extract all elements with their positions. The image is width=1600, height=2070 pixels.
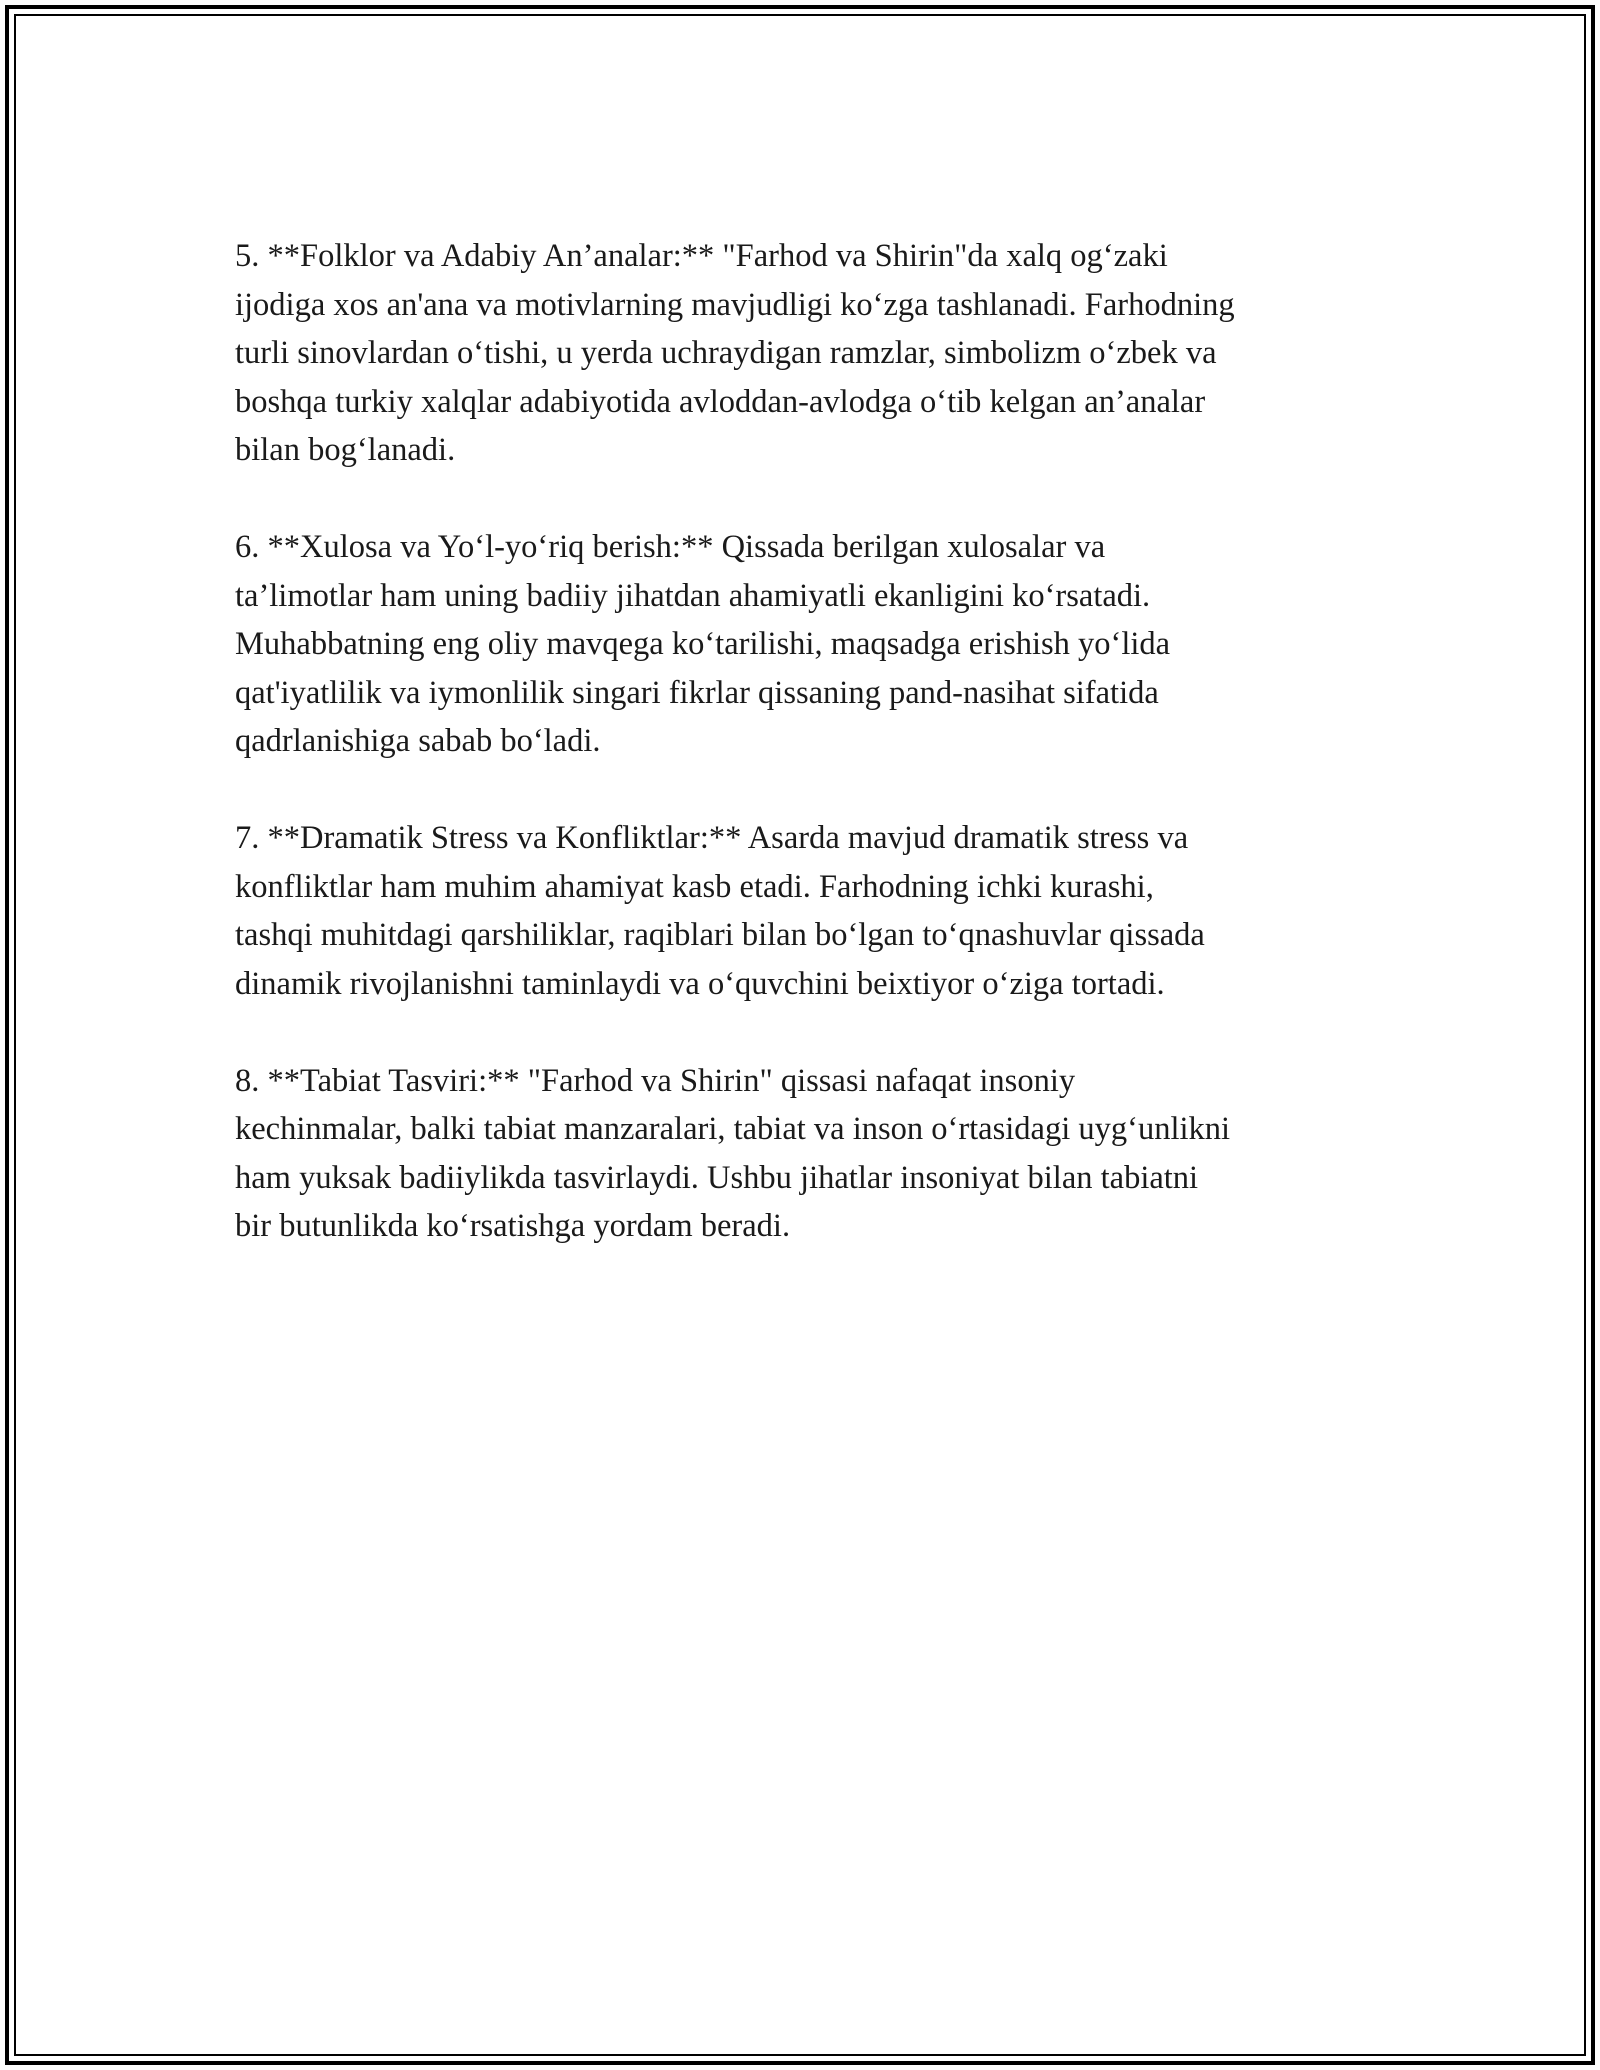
text-line: bir butunlikda ko‘rsatishga yordam beradi.: [235, 1208, 791, 1244]
text-line: 7. **Dramatik Stress va Konfliktlar:** Asarda mavjud dramatik stress va: [235, 820, 1189, 856]
text-line: konfliktlar ham muhim ahamiyat kasb etadi. Farhodning ichki kurashi,: [235, 868, 1154, 905]
text-line: kechinmalar, balki tabiat manzaralari, tabiat va inson o‘rtasidagi uyg‘unlikni: [235, 1111, 1231, 1147]
paragraph-dramatik: [235, 814, 1365, 1008]
paragraph-folklor: [235, 232, 1365, 475]
text-line: ta’limotlar ham uning badiiy jihatdan ahamiyatli ekanligini ko‘rsatadi.: [235, 577, 1151, 614]
text-line: turli sinovlardan o‘tishi, u yerda uchraydigan ramzlar, simbolizm o‘zbek va: [235, 335, 1217, 371]
text-line: qat'iyatlilik va iymonlilik singari fikrlar qissaning pand-nasihat sifatida: [235, 674, 1159, 711]
text-line: 6. **Xulosa va Yo‘l-yo‘riq berish:** Qissada berilgan xulosalar va: [235, 529, 1106, 565]
text-line: tashqi muhitdagi qarshiliklar, raqiblari bilan bo‘lgan to‘qnashuvlar qissada: [235, 917, 1205, 953]
text-line: 8. **Tabiat Tasviri:** "Farhod va Shirin" qissasi nafaqat insoniy: [235, 1062, 1076, 1099]
text-line: bilan bog‘lanadi.: [235, 432, 456, 468]
text-line: ijodiga xos an'ana va motivlarning mavjudligi ko‘zga tashlanadi. Farhodning: [235, 286, 1235, 323]
text-line: ham yuksak badiiylikda tasvirlaydi. Ushbu jihatlar insoniyat bilan tabiatni: [235, 1159, 1199, 1196]
text-line: 5. **Folklor va Adabiy An’analar:** "Farhod va Shirin"da xalq og‘zaki: [235, 238, 1168, 274]
text-line: dinamik rivojlanishni taminlaydi va o‘quvchini beixtiyor o‘ziga tortadi.: [235, 965, 1165, 1002]
text-line: Muhabbatning eng oliy mavqega ko‘tarilishi, maqsadga erishish yo‘lida: [235, 626, 1171, 662]
text-line: boshqa turkiy xalqlar adabiyotida avloddan-avlodga o‘tib kelgan an’analar: [235, 383, 1206, 420]
paragraph-xulosa: [235, 523, 1365, 766]
text-line: qadrlanishiga sabab bo‘ladi.: [235, 723, 601, 759]
paragraph-tabiat: [235, 1057, 1365, 1251]
document-body: [235, 232, 1365, 1299]
